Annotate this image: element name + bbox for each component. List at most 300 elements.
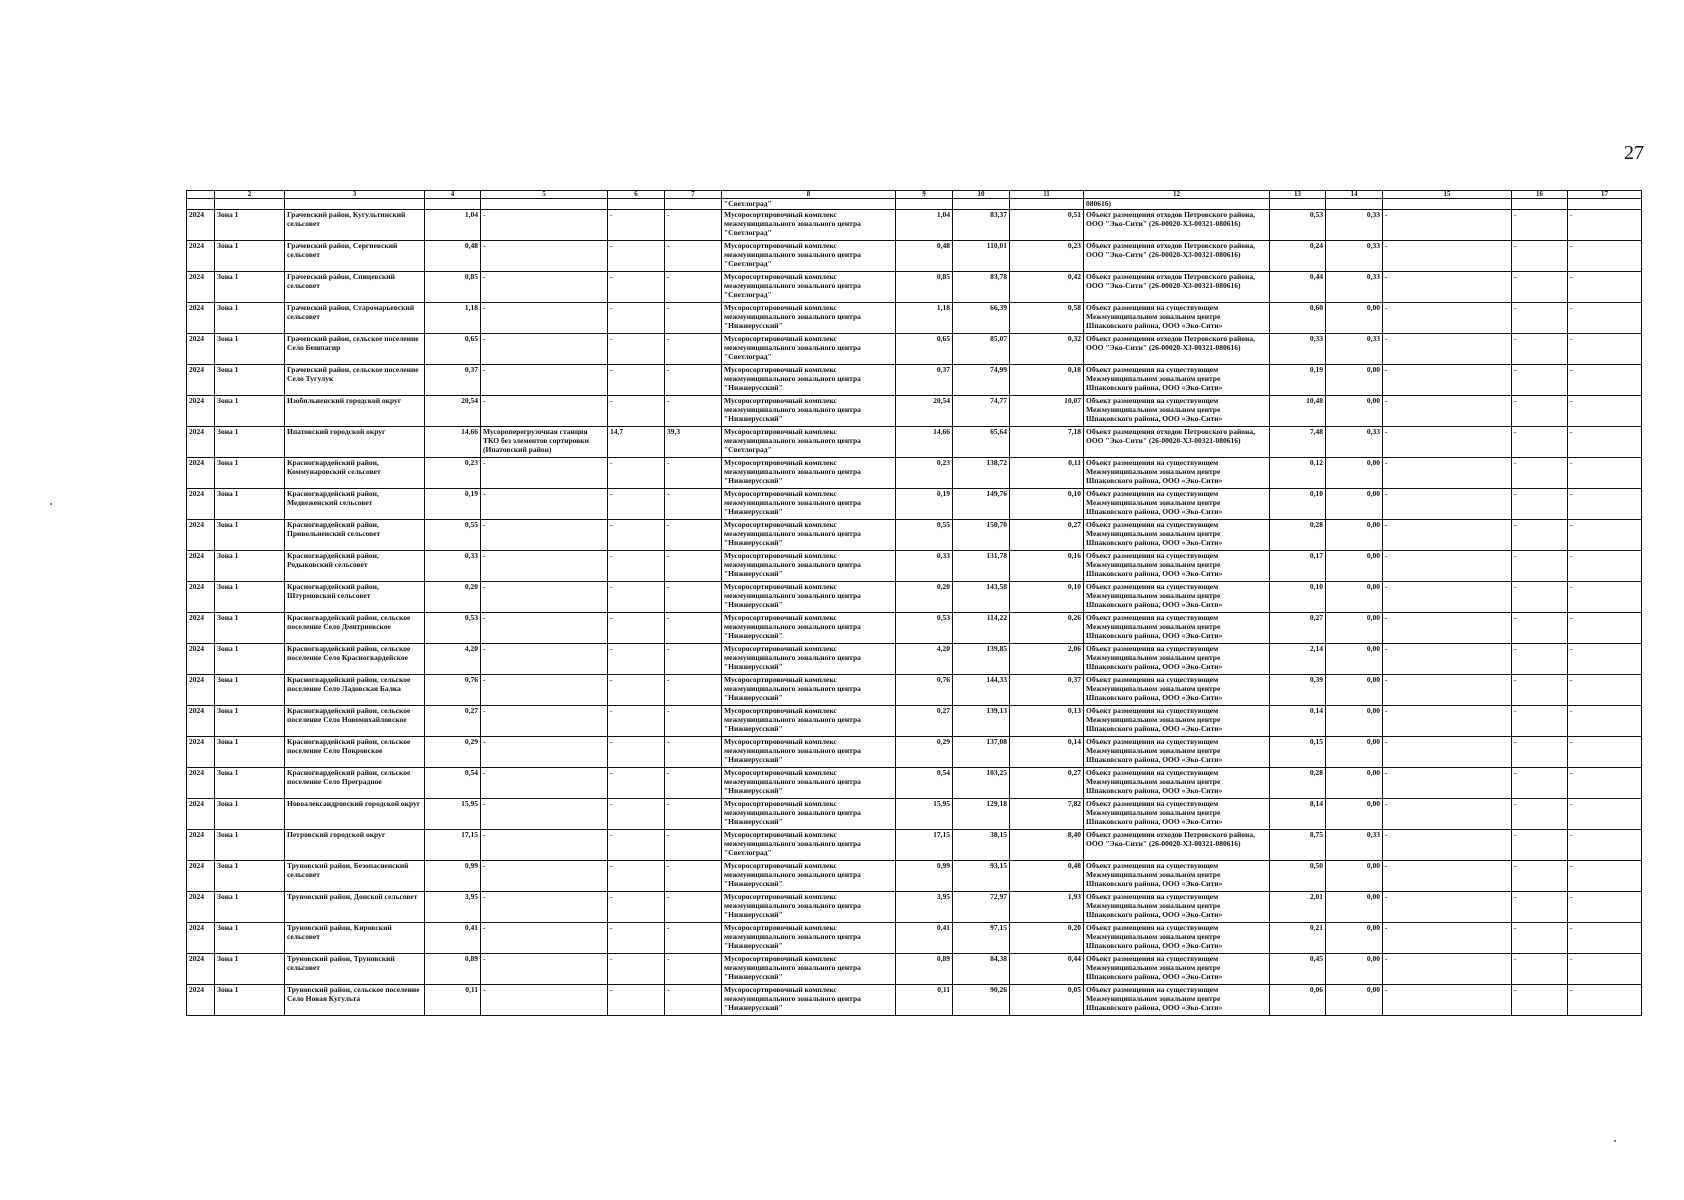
data-table	[186, 190, 1642, 1016]
cell-col-17: 17	[1568, 191, 1642, 199]
cell-col-16: -	[1512, 334, 1568, 365]
cell-col-3: Петровский городской округ	[285, 830, 425, 861]
table-row	[187, 365, 1642, 396]
cell-col-8: Мусоросортировочный комплекс межмуниципального зонального центра "Нижнерусский"	[722, 861, 896, 892]
cell-col-3: 3	[285, 191, 425, 199]
cell-col-10: 65,64	[953, 427, 1010, 458]
cell-col-12: Объект размещения на существующем Межмуниципальном зональном центре Шпаковского района, ООО «Эко-Сити»	[1084, 520, 1270, 551]
cell-col-2: Зона 1	[215, 799, 285, 830]
cell-col-10: 139,85	[953, 644, 1010, 675]
cell-col-17: -	[1568, 923, 1642, 954]
cell-col-6: 14,7	[608, 427, 665, 458]
cell-col-7: -	[665, 861, 722, 892]
cell-col-9: 3,95	[896, 892, 953, 923]
cell-col-6: -	[608, 520, 665, 551]
cell-col-14: 0,00	[1326, 458, 1383, 489]
cell-col-12: Объект размещения отходов Петровского района, ООО "Эко-Сити" (26-00020-Х3-00321-080616)	[1084, 272, 1270, 303]
cell-col-14: 0,00	[1326, 303, 1383, 334]
cell-col-15: -	[1383, 582, 1512, 613]
cell-col-9: 0,89	[896, 954, 953, 985]
cell-col-14: 0,00	[1326, 737, 1383, 768]
table-row	[187, 582, 1642, 613]
cell-col-6: -	[608, 644, 665, 675]
cell-col-4: 0,23	[425, 458, 481, 489]
cell-col-16: -	[1512, 706, 1568, 737]
cell-col-5: -	[481, 613, 608, 644]
cell-col-7: -	[665, 613, 722, 644]
cell-col-2: Зона 1	[215, 706, 285, 737]
cell-col-2: Зона 1	[215, 272, 285, 303]
cell-col-5: -	[481, 737, 608, 768]
cell-col-14	[1326, 199, 1383, 210]
cell-col-10: 10	[953, 191, 1010, 199]
cell-col-9: 0,37	[896, 365, 953, 396]
cell-col-9: 9	[896, 191, 953, 199]
cell-col-6: -	[608, 210, 665, 241]
table-row	[187, 737, 1642, 768]
cell-col-7: -	[665, 954, 722, 985]
cell-col-13: 0,50	[1270, 861, 1326, 892]
cell-col-13: 0,21	[1270, 923, 1326, 954]
cell-col-3: Красногвардейский район, сельское поселение Село Ладовская Балка	[285, 675, 425, 706]
cell-col-13: 0,45	[1270, 954, 1326, 985]
cell-col-9: 15,95	[896, 799, 953, 830]
cell-col-13: 0,24	[1270, 241, 1326, 272]
cell-col-11: 0,51	[1010, 210, 1084, 241]
cell-col-2: Зона 1	[215, 954, 285, 985]
cell-col-7: -	[665, 799, 722, 830]
cell-col-8: Мусоросортировочный комплекс межмуниципального зонального центра "Нижнерусский"	[722, 892, 896, 923]
table-row	[187, 768, 1642, 799]
cell-col-3: Красногвардейский район, Медвеженский сельсовет	[285, 489, 425, 520]
cell-col-10: 139,13	[953, 706, 1010, 737]
cell-col-5: -	[481, 582, 608, 613]
cell-col-15: -	[1383, 272, 1512, 303]
cell-col-5: -	[481, 799, 608, 830]
cell-col-15: -	[1383, 396, 1512, 427]
cell-col-8: Мусоросортировочный комплекс межмуниципального зонального центра "Нижнерусский"	[722, 613, 896, 644]
cell-col-5: -	[481, 644, 608, 675]
cell-col-16: -	[1512, 923, 1568, 954]
cell-col-11: 0,27	[1010, 520, 1084, 551]
cell-col-9: 0,33	[896, 551, 953, 582]
cell-col-15: -	[1383, 830, 1512, 861]
cell-col-10: 103,25	[953, 768, 1010, 799]
cell-col-4: 0,65	[425, 334, 481, 365]
cell-col-4	[425, 199, 481, 210]
cell-col-10: 90,26	[953, 985, 1010, 1016]
cell-col-16: -	[1512, 520, 1568, 551]
cell-col-13: 0,39	[1270, 675, 1326, 706]
cell-col-5: -	[481, 365, 608, 396]
cell-col-13: 0,10	[1270, 489, 1326, 520]
cell-col-14: 0,00	[1326, 644, 1383, 675]
cell-col-13: 10,48	[1270, 396, 1326, 427]
cell-col-7: -	[665, 396, 722, 427]
cell-col-17: -	[1568, 241, 1642, 272]
cell-col-13: 8,14	[1270, 799, 1326, 830]
cell-col-9: 1,04	[896, 210, 953, 241]
cell-col-15: -	[1383, 489, 1512, 520]
cell-col-16: -	[1512, 210, 1568, 241]
cell-col-12: Объект размещения на существующем Межмуниципальном зональном центре Шпаковского района, ООО «Эко-Сити»	[1084, 489, 1270, 520]
cell-col-12: Объект размещения на существующем Межмуниципальном зональном центре Шпаковского района, ООО «Эко-Сити»	[1084, 799, 1270, 830]
cell-col-6: -	[608, 551, 665, 582]
cell-col-2: Зона 1	[215, 985, 285, 1016]
cell-col-14: 0,00	[1326, 923, 1383, 954]
cell-col-4: 0,99	[425, 861, 481, 892]
cell-col-9: 17,15	[896, 830, 953, 861]
cell-col-5: -	[481, 923, 608, 954]
cell-col-6: -	[608, 954, 665, 985]
cell-col-17: -	[1568, 675, 1642, 706]
cell-col-15: -	[1383, 768, 1512, 799]
table-row	[187, 923, 1642, 954]
cell-col-5: -	[481, 520, 608, 551]
cell-col-13: 0,10	[1270, 582, 1326, 613]
cell-col-13: 0,44	[1270, 272, 1326, 303]
cell-col-13: 0,53	[1270, 210, 1326, 241]
cell-col-8: Мусоросортировочный комплекс межмуниципального зонального центра "Нижнерусский"	[722, 737, 896, 768]
cell-col-14: 0,00	[1326, 396, 1383, 427]
cell-col-4: 0,29	[425, 737, 481, 768]
cell-col-17: -	[1568, 365, 1642, 396]
table-row	[187, 551, 1642, 582]
cell-col-10: 83,37	[953, 210, 1010, 241]
cell-col-14: 0,00	[1326, 520, 1383, 551]
cell-col-6	[608, 199, 665, 210]
cell-col-1: 2024	[187, 706, 215, 737]
cell-col-5: -	[481, 396, 608, 427]
cell-col-7: -	[665, 644, 722, 675]
cell-col-2: 2	[215, 191, 285, 199]
cell-col-8: Мусоросортировочный комплекс межмуниципального зонального центра "Нижнерусский"	[722, 520, 896, 551]
cell-col-1	[187, 191, 215, 199]
cell-col-12: Объект размещения на существующем Межмуниципальном зональном центре Шпаковского района, ООО «Эко-Сити»	[1084, 768, 1270, 799]
cell-col-13: 2,14	[1270, 644, 1326, 675]
cell-col-4: 0,41	[425, 923, 481, 954]
cell-col-1: 2024	[187, 334, 215, 365]
cell-col-12: Объект размещения на существующем Межмуниципальном зональном центре Шпаковского района, ООО «Эко-Сити»	[1084, 861, 1270, 892]
cell-col-15: -	[1383, 737, 1512, 768]
table-row	[187, 644, 1642, 675]
cell-col-3: Грачевский район, сельское поселение Село Тугулук	[285, 365, 425, 396]
cell-col-11: 8,40	[1010, 830, 1084, 861]
cell-col-11: 0,48	[1010, 861, 1084, 892]
table-row	[187, 830, 1642, 861]
cell-col-15: -	[1383, 861, 1512, 892]
cell-col-3: Красногвардейский район, Коммунаровский сельсовет	[285, 458, 425, 489]
cell-col-7: -	[665, 923, 722, 954]
cell-col-12: Объект размещения на существующем Межмуниципальном зональном центре Шпаковского района, ООО «Эко-Сити»	[1084, 365, 1270, 396]
cell-col-7: -	[665, 241, 722, 272]
cell-col-9: 4,20	[896, 644, 953, 675]
cell-col-8: Мусоросортировочный комплекс межмуниципального зонального центра "Нижнерусский"	[722, 706, 896, 737]
cell-col-4: 0,89	[425, 954, 481, 985]
cell-col-15: -	[1383, 613, 1512, 644]
cell-col-1: 2024	[187, 303, 215, 334]
cell-col-9: 0,27	[896, 706, 953, 737]
cell-col-1: 2024	[187, 210, 215, 241]
cell-col-5: Мусороперегрузочная станция ТКО без элементов сортировки (Ипатовский район)	[481, 427, 608, 458]
table-row	[187, 520, 1642, 551]
cell-col-12: Объект размещения на существующем Межмуниципальном зональном центре Шпаковского района, ООО «Эко-Сити»	[1084, 675, 1270, 706]
cell-col-8: Мусоросортировочный комплекс межмуниципального зонального центра "Нижнерусский"	[722, 985, 896, 1016]
cell-col-2: Зона 1	[215, 365, 285, 396]
cell-col-13: 0,19	[1270, 365, 1326, 396]
cell-col-7: -	[665, 582, 722, 613]
cell-col-7: -	[665, 985, 722, 1016]
cell-col-14: 0,00	[1326, 892, 1383, 923]
cell-col-17: -	[1568, 613, 1642, 644]
cell-col-17: -	[1568, 427, 1642, 458]
cell-col-8: Мусоросортировочный комплекс межмуниципального зонального центра "Нижнерусский"	[722, 303, 896, 334]
cell-col-11: 0,20	[1010, 923, 1084, 954]
cell-col-5: -	[481, 954, 608, 985]
cell-col-10: 83,78	[953, 272, 1010, 303]
cell-col-2: Зона 1	[215, 520, 285, 551]
table-row	[187, 427, 1642, 458]
cell-col-8: Мусоросортировочный комплекс межмуниципального зонального центра "Нижнерусский"	[722, 365, 896, 396]
cell-col-6: -	[608, 489, 665, 520]
cell-col-2: Зона 1	[215, 241, 285, 272]
cell-col-15: -	[1383, 644, 1512, 675]
continuation-row	[187, 199, 1642, 210]
cell-col-9	[896, 199, 953, 210]
cell-col-14: 14	[1326, 191, 1383, 199]
cell-col-17: -	[1568, 985, 1642, 1016]
cell-col-17: -	[1568, 210, 1642, 241]
cell-col-10: 131,78	[953, 551, 1010, 582]
cell-col-1: 2024	[187, 489, 215, 520]
cell-col-10: 110,01	[953, 241, 1010, 272]
cell-col-7: -	[665, 272, 722, 303]
cell-col-17: -	[1568, 706, 1642, 737]
cell-col-11: 0,16	[1010, 551, 1084, 582]
cell-col-16: -	[1512, 830, 1568, 861]
cell-col-11: 0,26	[1010, 613, 1084, 644]
cell-col-6: -	[608, 768, 665, 799]
cell-col-4: 0,20	[425, 582, 481, 613]
cell-col-15: -	[1383, 675, 1512, 706]
cell-col-7: -	[665, 737, 722, 768]
cell-col-1: 2024	[187, 737, 215, 768]
cell-col-6: -	[608, 675, 665, 706]
cell-col-3: Красногвардейский район, сельское поселение Село Дмитриевское	[285, 613, 425, 644]
cell-col-8: Мусоросортировочный комплекс межмуниципального зонального центра "Нижнерусский"	[722, 768, 896, 799]
cell-col-4: 15,95	[425, 799, 481, 830]
cell-col-3: Грачевский район, Спицевский сельсовет	[285, 272, 425, 303]
cell-col-3: Красногвардейский район, Родыковский сельсовет	[285, 551, 425, 582]
cell-col-8: Мусоросортировочный комплекс межмуниципального зонального центра "Нижнерусский"	[722, 954, 896, 985]
cell-col-6: 6	[608, 191, 665, 199]
cell-col-12: Объект размещения на существующем Межмуниципальном зональном центре Шпаковского района, ООО «Эко-Сити»	[1084, 458, 1270, 489]
cell-col-5: -	[481, 830, 608, 861]
cell-col-17: -	[1568, 272, 1642, 303]
cell-col-7: -	[665, 892, 722, 923]
cell-col-3: Красногвардейский район, сельское поселение Село Красногвардейское	[285, 644, 425, 675]
cell-col-10: 74,77	[953, 396, 1010, 427]
table-row	[187, 489, 1642, 520]
table-row	[187, 861, 1642, 892]
cell-col-4: 20,54	[425, 396, 481, 427]
cell-col-11: 0,27	[1010, 768, 1084, 799]
table-row	[187, 954, 1642, 985]
cell-col-7: -	[665, 675, 722, 706]
header-row	[187, 191, 1642, 199]
cell-col-14: 0,33	[1326, 241, 1383, 272]
cell-col-4: 4,20	[425, 644, 481, 675]
cell-col-1: 2024	[187, 954, 215, 985]
cell-col-9: 0,65	[896, 334, 953, 365]
cell-col-9: 0,11	[896, 985, 953, 1016]
cell-col-16: -	[1512, 396, 1568, 427]
cell-col-1: 2024	[187, 551, 215, 582]
table-row	[187, 241, 1642, 272]
cell-col-17: -	[1568, 458, 1642, 489]
cell-col-3	[285, 199, 425, 210]
cell-col-7: -	[665, 551, 722, 582]
cell-col-10: 143,58	[953, 582, 1010, 613]
cell-col-15: -	[1383, 427, 1512, 458]
scan-speck	[50, 503, 52, 505]
cell-col-6: -	[608, 799, 665, 830]
cell-col-12: Объект размещения на существующем Межмуниципальном зональном центре Шпаковского района, ООО «Эко-Сити»	[1084, 985, 1270, 1016]
cell-col-1: 2024	[187, 861, 215, 892]
cell-col-13: 0,12	[1270, 458, 1326, 489]
cell-col-5: -	[481, 241, 608, 272]
cell-col-10: 72,97	[953, 892, 1010, 923]
cell-col-11: 0,37	[1010, 675, 1084, 706]
cell-col-11: 0,05	[1010, 985, 1084, 1016]
cell-col-9: 0,54	[896, 768, 953, 799]
cell-col-11: 0,13	[1010, 706, 1084, 737]
cell-col-13: 0,28	[1270, 768, 1326, 799]
cell-col-15: -	[1383, 985, 1512, 1016]
cell-col-7: -	[665, 334, 722, 365]
cell-col-16: -	[1512, 303, 1568, 334]
cell-col-4: 0,11	[425, 985, 481, 1016]
cell-col-9: 0,55	[896, 520, 953, 551]
cell-col-1: 2024	[187, 396, 215, 427]
cell-col-13: 0,06	[1270, 985, 1326, 1016]
cell-col-13: 0,33	[1270, 334, 1326, 365]
cell-col-12: 080616)	[1084, 199, 1270, 210]
table-row	[187, 892, 1642, 923]
table-row	[187, 334, 1642, 365]
cell-col-1	[187, 199, 215, 210]
cell-col-3: Труновский район, Донской сельсовет	[285, 892, 425, 923]
cell-col-14: 0,00	[1326, 985, 1383, 1016]
cell-col-12: 12	[1084, 191, 1270, 199]
cell-col-10: 85,07	[953, 334, 1010, 365]
cell-col-6: -	[608, 923, 665, 954]
cell-col-16: 16	[1512, 191, 1568, 199]
cell-col-4: 1,18	[425, 303, 481, 334]
cell-col-6: -	[608, 241, 665, 272]
cell-col-11: 0,10	[1010, 489, 1084, 520]
cell-col-10: 114,22	[953, 613, 1010, 644]
cell-col-5: -	[481, 210, 608, 241]
cell-col-3: Труновский район, Кировский сельсовет	[285, 923, 425, 954]
cell-col-6: -	[608, 458, 665, 489]
cell-col-8: "Светлоград"	[722, 199, 896, 210]
cell-col-10	[953, 199, 1010, 210]
cell-col-2: Зона 1	[215, 768, 285, 799]
cell-col-16: -	[1512, 954, 1568, 985]
cell-col-2: Зона 1	[215, 892, 285, 923]
cell-col-10: 97,15	[953, 923, 1010, 954]
cell-col-12: Объект размещения на существующем Межмуниципальном зональном центре Шпаковского района, ООО «Эко-Сити»	[1084, 706, 1270, 737]
cell-col-4: 0,19	[425, 489, 481, 520]
cell-col-17: -	[1568, 830, 1642, 861]
cell-col-5: -	[481, 303, 608, 334]
table-row	[187, 613, 1642, 644]
cell-col-11: 0,14	[1010, 737, 1084, 768]
cell-col-17: -	[1568, 954, 1642, 985]
cell-col-14: 0,33	[1326, 830, 1383, 861]
cell-col-14: 0,00	[1326, 489, 1383, 520]
cell-col-2: Зона 1	[215, 396, 285, 427]
cell-col-9: 0,20	[896, 582, 953, 613]
cell-col-5: -	[481, 675, 608, 706]
table-row	[187, 396, 1642, 427]
cell-col-1: 2024	[187, 613, 215, 644]
cell-col-1: 2024	[187, 241, 215, 272]
cell-col-4: 17,15	[425, 830, 481, 861]
cell-col-16: -	[1512, 768, 1568, 799]
cell-col-16: -	[1512, 582, 1568, 613]
cell-col-1: 2024	[187, 365, 215, 396]
cell-col-13: 0,27	[1270, 613, 1326, 644]
cell-col-17: -	[1568, 861, 1642, 892]
cell-col-11: 10,07	[1010, 396, 1084, 427]
cell-col-17: -	[1568, 799, 1642, 830]
cell-col-10: 137,08	[953, 737, 1010, 768]
cell-col-10: 138,72	[953, 458, 1010, 489]
cell-col-1: 2024	[187, 582, 215, 613]
cell-col-2: Зона 1	[215, 644, 285, 675]
cell-col-1: 2024	[187, 985, 215, 1016]
cell-col-13: 2,01	[1270, 892, 1326, 923]
cell-col-17	[1568, 199, 1642, 210]
cell-col-11: 2,06	[1010, 644, 1084, 675]
cell-col-1: 2024	[187, 675, 215, 706]
cell-col-8: Мусоросортировочный комплекс межмуниципального зонального центра "Нижнерусский"	[722, 923, 896, 954]
cell-col-15: 15	[1383, 191, 1512, 199]
cell-col-10: 150,70	[953, 520, 1010, 551]
table-row	[187, 210, 1642, 241]
cell-col-8: Мусоросортировочный комплекс межмуниципального зонального центра "Нижнерусский"	[722, 489, 896, 520]
cell-col-2: Зона 1	[215, 551, 285, 582]
cell-col-2: Зона 1	[215, 830, 285, 861]
cell-col-2: Зона 1	[215, 675, 285, 706]
cell-col-14: 0,33	[1326, 210, 1383, 241]
cell-col-5: -	[481, 985, 608, 1016]
cell-col-3: Красногвардейский район, Привольненский сельсовет	[285, 520, 425, 551]
cell-col-10: 66,39	[953, 303, 1010, 334]
cell-col-11: 0,18	[1010, 365, 1084, 396]
cell-col-4: 0,33	[425, 551, 481, 582]
cell-col-16: -	[1512, 613, 1568, 644]
cell-col-16: -	[1512, 365, 1568, 396]
cell-col-6: -	[608, 365, 665, 396]
cell-col-5: -	[481, 768, 608, 799]
cell-col-2: Зона 1	[215, 427, 285, 458]
cell-col-14: 0,00	[1326, 582, 1383, 613]
table-row	[187, 272, 1642, 303]
cell-col-8: Мусоросортировочный комплекс межмуниципального зонального центра "Светлоград"	[722, 334, 896, 365]
